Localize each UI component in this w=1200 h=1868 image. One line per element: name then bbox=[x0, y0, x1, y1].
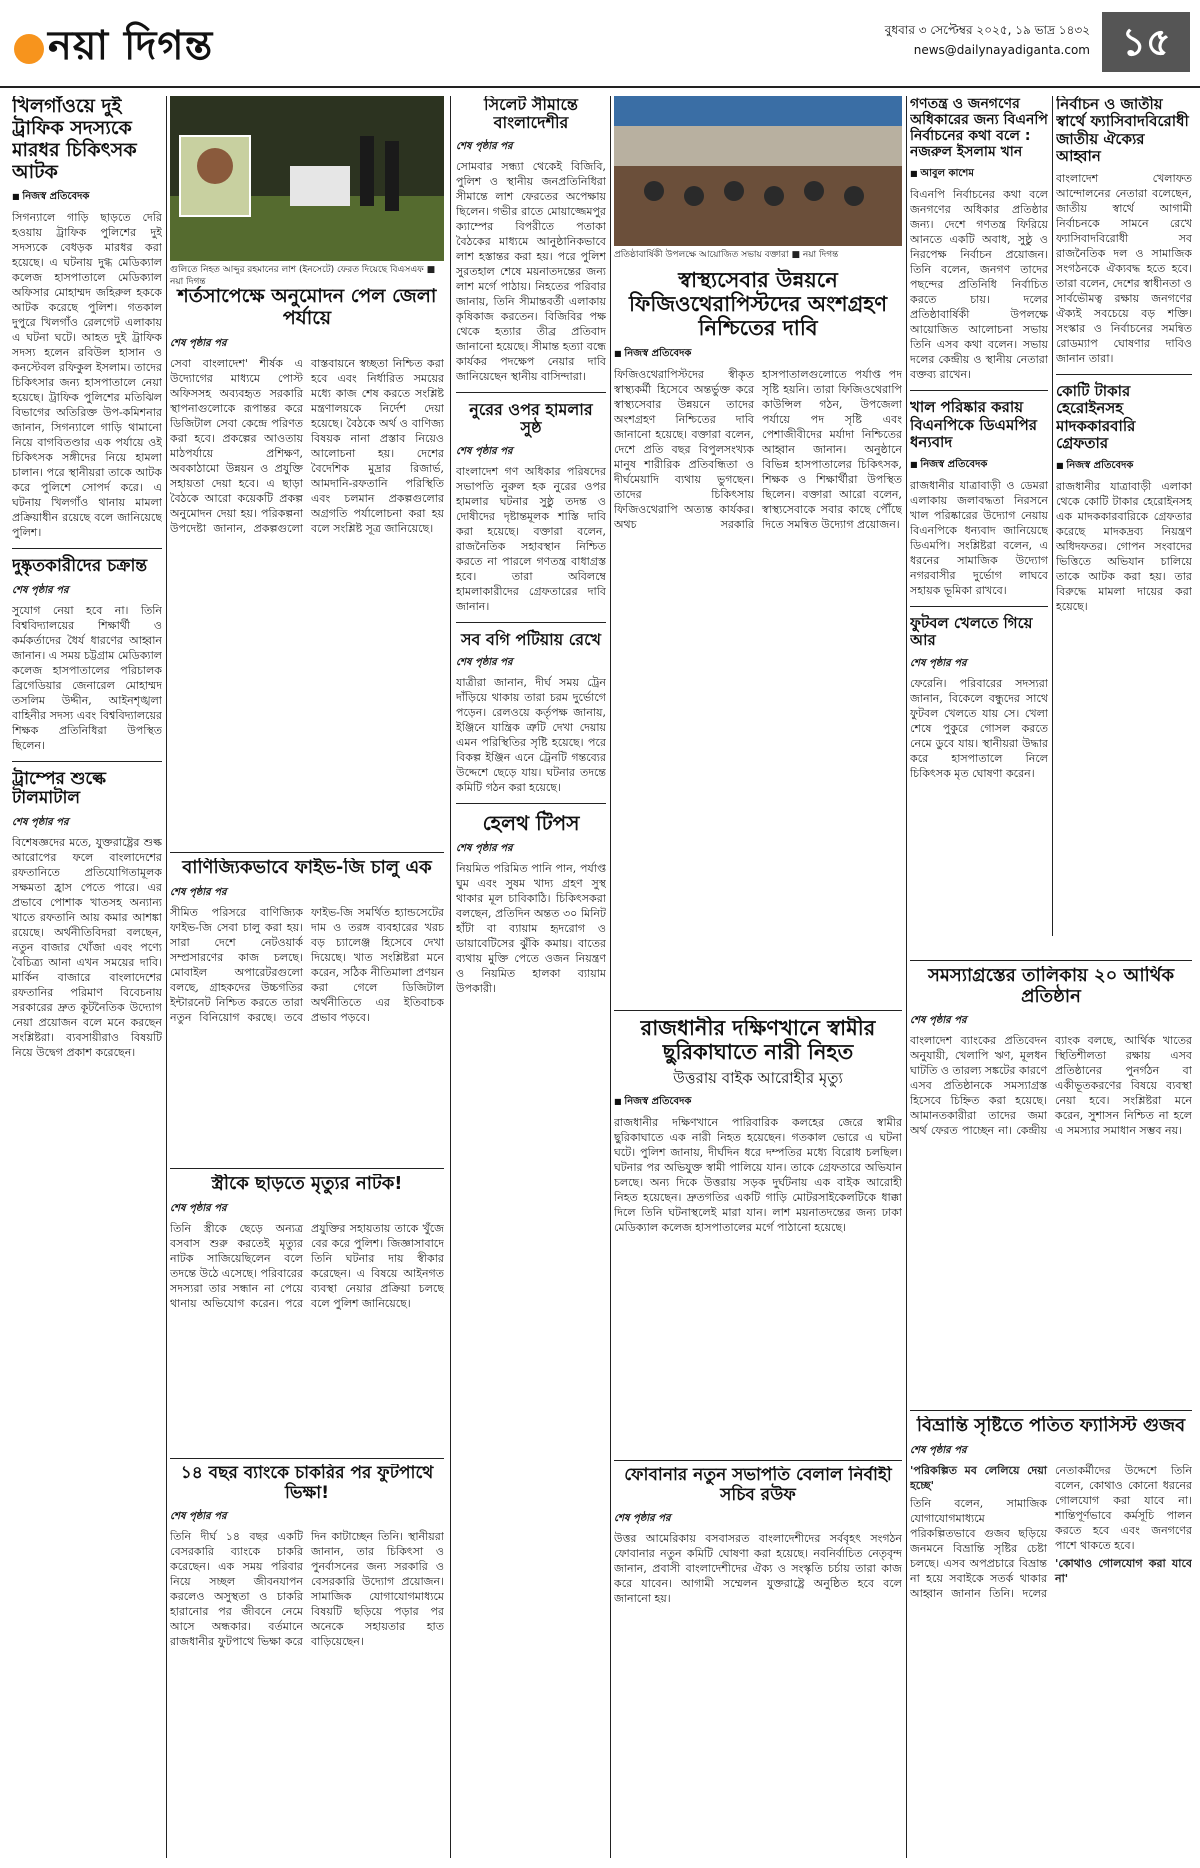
headline[interactable]: নির্বাচন ও জাতীয় স্বার্থে ফ্যাসিবাদবিরোধী জাতীয় ঐক্যের আহ্বান bbox=[1056, 96, 1189, 165]
column-divider bbox=[610, 96, 611, 1858]
row-divider bbox=[614, 1460, 902, 1461]
headline[interactable]: নুরের ওপর হামলার সুষ্ঠ bbox=[469, 399, 593, 438]
column-5 bbox=[910, 96, 1048, 956]
jump-line: শেষ পৃষ্ঠার পর bbox=[910, 1015, 967, 1027]
article-body bbox=[910, 1463, 1192, 1601]
row-divider bbox=[910, 960, 1192, 961]
headline[interactable]: দুষ্কৃতকারীদের চক্রান্ত bbox=[12, 556, 148, 577]
article-body: বিশেষজ্ঞদের মতে, যুক্তরাষ্ট্রের শুল্ক আরোপের ফলে বাংলাদেশের রফতানিতে প্রতিযোগিতামূলক সক্ষমতা হ্রাস পেতে পারে। এর প্রভাবে পোশাক খাতসহ অন্যান্য খাতে রফতানি আয় কমার আশঙ্কা রয়েছে। অর্থনীতিবিদরা বলছেন, নতুন বাজার খোঁজা এবং পণ্যে বৈচিত্র্য আনা এখন সময়ের দাবি। মার্কিন বাজারে বাংলাদেশের রফতানির পরিমাণ বিবেচনায় সরকারের দ্রুত কূটনৈতিক উদ্যোগ নেয়া প্রয়োজন বলে মনে করছেন সংশ্লিষ্টরা। ব্যবসায়ীরাও বিষয়টি নিয়ে উদ্বেগ প্রকাশ করেছেন। bbox=[12, 836, 162, 1060]
byline: ■ নিজস্ব প্রতিবেদক bbox=[12, 189, 162, 206]
article-body: ফেরেনি। পরিবারের সদস্যরা জানান, বিকেলে বন্ধুদের সাথে ফুটবল খেলতে যায় সে। খেলা শেষে পুকুরে গোসল করতে নেমে ডুবে যায়। স্থানীয়রা উদ্ধার করে হাসপাতালে নিলে চিকিৎসক মৃত ঘোষণা করেন। bbox=[910, 676, 1048, 780]
photo-caption: প্রতিষ্ঠাবার্ষিকী উপলক্ষে আয়োজিত সভায় বক্তারা ■ নয়া দিগন্ত bbox=[614, 250, 839, 260]
jump-line: শেষ পৃষ্ঠার পর bbox=[910, 657, 967, 669]
article-body: রাজধানীর যাত্রাবাড়ী ও ডেমরা এলাকায় জলাবদ্ধতা নিরসনে খাল পরিষ্কারের উদ্যোগ নেয়ায় বিএনপিকে ধন্যবাদ জানিয়েছে ডিএমপি। সংশ্লিষ্টরা বলেন, এ ধরনের সামাজিক উদ্যোগ নগরবাসীর দুর্ভোগ লাঘবে সহায়ক ভূমিকা রাখবে। bbox=[910, 479, 1048, 598]
jump-line: শেষ পৃষ্ঠার পর bbox=[614, 1513, 671, 1525]
jump-line: শেষ পৃষ্ঠার পর bbox=[170, 337, 227, 349]
headline[interactable]: সিলেট সীমান্তে বাংলাদেশীর bbox=[484, 96, 578, 133]
headline[interactable]: খাল পরিষ্কার করায় বিএনপিকে ডিএমপির ধন্যবাদ bbox=[910, 398, 1038, 451]
headline[interactable]: খিলগাঁওয়ে দুই ট্রাফিক সদস্যকে মারধর চিকিৎসক আটক bbox=[12, 96, 137, 183]
row-divider bbox=[170, 852, 444, 853]
article-block bbox=[614, 1466, 902, 1858]
headline[interactable]: ১৪ বছর ব্যাংকে চাকরির পর ফুটপাথে ভিক্ষা! bbox=[180, 1464, 434, 1503]
jump-line: শেষ পৃষ্ঠার পর bbox=[456, 140, 513, 152]
article-body: বাংলাদেশ গণ অধিকার পরিষদের সভাপতি নুরুল হক নুরের ওপর হামলার ঘটনার সুষ্ঠু তদন্ত ও দোষীদের দৃষ্টান্তমূলক শাস্তি দাবি করা হয়েছে। বক্তারা বলেন, রাজনৈতিক সহাবস্থান নিশ্চিত করতে না পারলে গণতন্ত্র বাধাগ্রস্ত হবে। তারা অবিলম্বে হামলাকারীদের গ্রেফতারের দাবি জানান। bbox=[456, 464, 606, 613]
article-body: নিয়মিত পরিমিত পানি পান, পর্যাপ্ত ঘুম এবং সুষম খাদ্য গ্রহণ সুস্থ থাকার মূল চাবিকাঠি। চিকিৎসকরা বলছেন, প্রতিদিন অন্তত ৩০ মিনিট হাঁটা বা ব্যায়াম হৃদরোগ ও ডায়াবেটিসের ঝুঁকি কমায়। বাতের ব্যথায় মুক্তি পেতে ওজন নিয়ন্ত্রণ ও নিয়মিত হালকা ব্যায়াম উপকারী। bbox=[456, 861, 606, 995]
column-divider bbox=[1052, 96, 1053, 936]
article-block bbox=[614, 1016, 902, 1456]
contact-email[interactable]: news@dailynayadiganta.com bbox=[913, 43, 1090, 57]
jump-line: শেষ পৃষ্ঠার পর bbox=[170, 886, 227, 898]
byline: ■ নিজস্ব প্রতিবেদক bbox=[910, 457, 1048, 474]
event-photo[interactable] bbox=[614, 96, 902, 246]
headline[interactable]: সব বগি পটিয়ায় রেখে bbox=[460, 629, 602, 649]
article-block bbox=[170, 858, 444, 1158]
jump-line: শেষ পৃষ্ঠার পর bbox=[170, 1511, 227, 1523]
jump-line: শেষ পৃষ্ঠার পর bbox=[12, 584, 69, 596]
byline: ■ আবুল কাশেম bbox=[910, 166, 1048, 183]
jump-line: শেষ পৃষ্ঠার পর bbox=[456, 656, 513, 668]
page-number: ১৫ bbox=[1102, 12, 1190, 72]
row-divider bbox=[910, 1410, 1192, 1411]
column-divider bbox=[166, 96, 167, 1858]
article-block bbox=[910, 966, 1192, 1406]
photo-caption: গুলিতে নিহত আব্দুর রহমানের লাশ (ইনসেটে) ফেরত দিয়েছে বিএসএফ ■ নয়া দিগন্ত bbox=[170, 265, 436, 287]
article-body: বিএনপি নির্বাচনের কথা বলে জনগণের অধিকার প্রতিষ্ঠার জন্য। দেশে গণতন্ত্র ফিরিয়ে আনতে একটি অবাধ, সুষ্ঠু ও নিরপেক্ষ নির্বাচন প্রয়োজন। তিনি বলেন, জনগণ তাদের পছন্দের প্রতিনিধি নির্বাচিত করতে চায়। দলের প্রতিষ্ঠাবার্ষিকী উপলক্ষে আয়োজিত আলোচনা সভায় তিনি এসব কথা বলেন। সভায় দলের কেন্দ্রীয় ও স্থানীয় নেতারা বক্তব্য রাখেন। bbox=[910, 188, 1048, 382]
headline[interactable]: বাণিজ্যিকভাবে ফাইভ-জি চালু এক bbox=[182, 858, 432, 878]
article-body: উত্তর আমেরিকায় বসবাসরত বাংলাদেশীদের সর্ববৃহৎ সংগঠন ফোবানার নতুন কমিটি ঘোষণা করা হয়েছে। নবনির্বাচিত নেতৃবৃন্দ জানান, প্রবাসী বাংলাদেশীদের ঐক্য ও সংস্কৃতি চর্চায় তারা কাজ করে যাবেন। আগামী সম্মেলন যুক্তরাষ্ট্রে অনুষ্ঠিত হবে বলে জানানো হয়। bbox=[614, 1532, 902, 1606]
column-3 bbox=[456, 96, 606, 1858]
article-body: রাজধানীর দক্ষিণখানে পারিবারিক কলহের জেরে স্বামীর ছুরিকাঘাতে এক নারী নিহত হয়েছেন। গতকাল ভোরে এ ঘটনা ঘটে। পুলিশ জানায়, দীর্ঘদিন ধরে দম্পতির মধ্যে বিরোধ চলছিল। ঘটনার পর অভিযুক্ত স্বামী পালিয়ে যান। তাকে গ্রেফতারে অভিযান চলছে। অন্য দিকে উত্তরায় সড়ক দুর্ঘটনায় এক বাইক আরোহী নিহত হয়েছেন। দ্রুতগতির একটি গাড়ি মোটরসাইকেলটিকে ধাক্কা দিলে তিনি ঘটনাস্থলেই মারা যান। লাশ ময়নাতদন্তের জন্য ঢাকা মেডিক্যাল কলেজ হাসপাতালের মর্গে পাঠানো হয়েছে। bbox=[614, 1115, 902, 1234]
article-body: তিনি দীর্ঘ ১৪ বছর একটি বেসরকারি ব্যাংকে চাকরি করেছেন। এক সময় পরিবার নিয়ে সচ্ছল জীবনযাপন করলেও অসুস্থতা ও চাকরি হারানোর পর জীবনে নেমে আসে অন্ধকার। বর্তমানে রাজধানীর ফুটপাথে ভিক্ষা করে দিন কাটাচ্ছেন তিনি। স্থানীয়রা জানান, তার চিকিৎসা ও পুনর্বাসনের জন্য সরকারি ও বেসরকারি উদ্যোগ প্রয়োজন। সামাজিক যোগাযোগমাধ্যমে বিষয়টি ছড়িয়ে পড়ার পর অনেকে সহায়তার হাত বাড়িয়েছেন। bbox=[170, 1530, 444, 1649]
article-body: সিগন্যালে গাড়ি ছাড়তে দেরি হওয়ায় ট্রাফিক পুলিশের দুই সদস্যকে বেধড়ক মারধর করা হয়েছে। এ ঘটনায় দুগ্ধ মেডিক্যাল কলেজ হাসপাতালে মেডিক্যাল অফিসার মোহাম্মদ জহিরুল হককে আটক করেছে পুলিশ। গতকাল দুপুরে খিলগাঁও রেলগেট এলাকায় এ ঘটনা ঘটে। আহত দুই ট্রাফিক সদস্য হলেন রবিউল হাসান ও কনস্টেবল রফিকুল ইসলাম। তাদের চিকিৎসার জন্য হাসপাতালে নেয়া হয়েছে। ট্রাফিক পুলিশের মতিঝিল বিভাগের অতিরিক্ত উপ-কমিশনার জানান, সিগন্যালে গাড়ি থামানো নিয়ে বাগবিতণ্ডার এক পর্যায়ে ওই চিকিৎসক সঙ্গীদের নিয়ে হামলা চালান। পরে স্থানীয়রা তাকে আটক করে পুলিশে সোপর্দ করে। এ ঘটনায় খিলগাঁও থানায় মামলা প্রক্রিয়াধীন রয়েছে বলে জানিয়েছে পুলিশ। bbox=[12, 211, 162, 540]
column-divider bbox=[450, 96, 451, 1858]
logo-text: নয়া দিগন্ত bbox=[48, 22, 214, 69]
column-divider bbox=[906, 96, 907, 1858]
article-body: সুযোগ নেয়া হবে না। তিনি বিশ্ববিদ্যালয়ের শিক্ষার্থী ও কর্মকর্তাদের ধৈর্য ধারণের আহ্বান জানান। এ সময় চট্টগ্রাম মেডিক্যাল কলেজ হাসপাতালের পরিচালক ব্রিগেডিয়ার জেনারেল মোহাম্মদ তসলিম উদ্দীন, আইনশৃঙ্খলা বাহিনীর সদস্য এবং বিশ্ববিদ্যালয়ের শিক্ষক প্রতিনিধিরা উপস্থিত ছিলেন। bbox=[12, 603, 162, 752]
row-divider bbox=[170, 1458, 444, 1459]
article-body: সীমিত পরিসরে বাণিজ্যিক ফাইভ-জি সেবা চালু করা হয়। সারা দেশে নেটওয়ার্ক সম্প্রসারণের কাজ চলছে। মোবাইল অপারেটরগুলো বলছে, গ্রাহকদের উচ্চগতির ইন্টারনেট নিশ্চিত করতে তারা নতুন বিনিয়োগ করছে। তবে ফাইভ-জি সমর্থিত হ্যান্ডসেটের দাম ও তরঙ্গ ব্যবহারের খরচ বড় চ্যালেঞ্জ হিসেবে দেখা দিয়েছে। খাত সংশ্লিষ্টরা মনে করেন, সঠিক নীতিমালা প্রণয়ন করা গেলে ডিজিটাল অর্থনীতিতে এর ইতিবাচক প্রভাব পড়বে। bbox=[170, 905, 444, 1024]
article-body: রাজধানীর যাত্রাবাড়ী এলাকা থেকে কোটি টাকার হেরোইনসহ এক মাদককারবারিকে গ্রেফতার করেছে মাদকদ্রব্য নিয়ন্ত্রণ অধিদফতর। গোপন সংবাদের ভিত্তিতে অভিযান চালিয়ে তাকে আটক করা হয়। তার বিরুদ্ধে মামলা দায়ের করা হয়েছে। bbox=[1056, 480, 1192, 613]
article-text: তিনি বলেন, সামাজিক যোগাযোগমাধ্যমে পরিকল্পিতভাবে গুজব ছড়িয়ে জনমনে বিভ্রান্তি সৃষ্টির চেষ্টা চলছে। এসব অপপ্রচারে বিভ্রান্ত না হয়ে সবাইকে সতর্ক থাকার আহ্বান জানান তিনি। দলের নেতাকর্মীদের উদ্দেশে তিনি বলেন, কোথাও কোনো ধরনের গোলযোগ করা যাবে না। শান্তিপূর্ণভাবে কর্মসূচি পালন করতে হবে এবং জনগণের পাশে থাকতে হবে। bbox=[910, 1463, 1192, 1600]
article-block bbox=[170, 1174, 444, 1454]
article-block bbox=[170, 286, 444, 846]
masthead bbox=[0, 0, 1200, 88]
article-body: বাংলাদেশ খেলাফত আন্দোলনের নেতারা বলেছেন, জাতীয় স্বার্থে আগামী নির্বাচনকে সামনে রেখে ফ্যাসিবাদবিরোধী সব রাজনৈতিক দল ও সামাজিক সংগঠনকে ঐক্যবদ্ধ হতে হবে। তারা বলেন, দেশের স্বাধীনতা ও সার্বভৌমত্ব রক্ষায় জনগণের ঐক্যই সবচেয়ে বড় শক্তি। সংস্কার ও নির্বাচনের সমন্বিত রোডম্যাপ ঘোষণার দাবিও জানান তারা। bbox=[1056, 172, 1192, 365]
headline[interactable]: ট্রাম্পের শুল্কে টালমাটাল bbox=[12, 768, 106, 809]
headline[interactable]: সমস্যাগ্রস্তের তালিকায় ২০ আর্থিক প্রতিষ্ঠান bbox=[927, 966, 1175, 1007]
subhead: 'কোথাও গোলযোগ করা যাবে না' bbox=[1055, 1556, 1192, 1585]
article-body: সেবা বাংলাদেশ' শীর্ষক এ উদ্যোগের মাধ্যমে পোস্ট অফিসসহ অব্যবহৃত সরকারি স্থাপনাগুলোকে রূপান্তর করে ডিজিটাল সেবা কেন্দ্রে পরিণত করা হবে। প্রকল্পের আওতায় মাঠপর্যায়ে প্রশিক্ষণ, অবকাঠামো উন্নয়ন ও প্রযুক্তি সহায়তা দেয়া হবে। এ ছাড়া বৈঠকে আরো কয়েকটি প্রকল্প অনুমোদন দেয়া হয়। পরিকল্পনা উপদেষ্টা জানান, প্রকল্পগুলো বাস্তবায়নে স্বচ্ছতা নিশ্চিত করা হবে এবং নির্ধারিত সময়ের মধ্যে কাজ শেষ করতে সংশ্লিষ্ট মন্ত্রণালয়কে নির্দেশ দেয়া হয়েছে। বৈঠকে অর্থ ও বাণিজ্য বিষয়ক নানা প্রস্তাব নিয়েও আলোচনা হয়। দেশের বৈদেশিক মুদ্রার রিজার্ভ, আমদানি-রফতানি পরিস্থিতি এবং চলমান প্রকল্পগুলোর অগ্রগতি পর্যালোচনা করা হয় বলে সংশ্লিষ্ট সূত্র জানিয়েছে। bbox=[170, 356, 444, 535]
photo-illustration bbox=[614, 96, 902, 246]
headline[interactable]: স্বাস্থ্যসেবার উন্নয়নে ফিজিওথেরাপিস্টদের অংশগ্রহণ নিশ্চিতের দাবি bbox=[628, 268, 888, 341]
headline[interactable]: স্ত্রীকে ছাড়তে মৃত্যুর নাটক! bbox=[211, 1174, 403, 1194]
jump-line: শেষ পৃষ্ঠার পর bbox=[910, 1444, 967, 1456]
row-divider bbox=[614, 1010, 902, 1011]
byline: ■ নিজস্ব প্রতিবেদক bbox=[614, 1094, 902, 1111]
article-body: সোমবার সন্ধ্যা থেকেই বিজিবি, পুলিশ ও স্থানীয় জনপ্রতিনিধিরা সীমান্তে লাশ ফেরতের অপেক্ষায় ছিলেন। গভীর রাতে মোয়াজ্জেমপুর ক্যাম্পের বিপরীতে পতাকা বৈঠকের মাধ্যমে আনুষ্ঠানিকভাবে লাশ হস্তান্তর করা হয়। পরে পুলিশ সুরতহাল শেষে ময়নাতদন্তের জন্য লাশ মর্গে পাঠায়। নিহতের পরিবার জানায়, তিনি সীমান্তবর্তী এলাকায় কৃষিকাজ করতেন। বিজিবির পক্ষ থেকে হত্যার তীব্র প্রতিবাদ জানানো হয়েছে। সীমান্ত হত্যা বন্ধে কার্যকর পদক্ষেপ নেয়ার দাবি জানিয়েছেন স্থানীয় বাসিন্দারা। bbox=[456, 159, 606, 383]
column-6 bbox=[1056, 96, 1192, 936]
article-block bbox=[910, 1416, 1192, 1858]
photo-illustration bbox=[170, 96, 444, 261]
headline[interactable]: ফোবানার নতুন সভাপতি বেলাল নির্বাহী সচিব রউফ bbox=[624, 1466, 892, 1505]
article-block bbox=[170, 1464, 444, 1858]
article-body: যাত্রীরা জানান, দীর্ঘ সময় ট্রেন দাঁড়িয়ে থাকায় তারা চরম দুর্ভোগে পড়েন। রেলওয়ে কর্তৃপক্ষ জানায়, ইঞ্জিনে যান্ত্রিক ত্রুটি দেখা দেয়ায় এমন পরিস্থিতির সৃষ্টি হয়েছে। পরে বিকল্প ইঞ্জিন এনে ট্রেনটি গন্তব্যের উদ্দেশে ছেড়ে যায়। ঘটনার তদন্তে কমিটি গঠন করা হয়েছে। bbox=[456, 675, 606, 794]
headline[interactable]: গণতন্ত্র ও জনগণের অধিকারের জন্য বিএনপি নির্বাচনের কথা বলে : নজরুল ইসলাম খান bbox=[910, 96, 1048, 161]
jump-line: শেষ পৃষ্ঠার পর bbox=[170, 1202, 227, 1214]
headline[interactable]: কোটি টাকার হেরোইনসহ মাদককারবারি গ্রেফতার bbox=[1056, 382, 1136, 452]
byline: ■ নিজস্ব প্রতিবেদক bbox=[614, 346, 902, 363]
subheadline: উত্তরায় বাইক আরোহীর মৃত্যু bbox=[673, 1069, 843, 1088]
sun-logo-icon bbox=[14, 34, 44, 64]
article-body: তিনি স্ত্রীকে ছেড়ে অন্যত্র বসবাস শুরু করতেই মৃত্যুর নাটক সাজিয়েছিলেন বলে তদন্তে উঠে এসেছে। পরিবারের সদস্যরা তার সন্ধান না পেয়ে থানায় অভিযোগ করেন। পরে প্রযুক্তির সহায়তায় তাকে খুঁজে বের করে পুলিশ। জিজ্ঞাসাবাদে তিনি ঘটনার দায় স্বীকার করেছেন। এ বিষয়ে আইনগত ব্যবস্থা নেয়ার প্রক্রিয়া চলছে বলে পুলিশ জানিয়েছে। bbox=[170, 1221, 444, 1310]
headline[interactable]: শর্তসাপেক্ষে অনুমোদন পেল জেলা পর্যায়ে bbox=[177, 286, 437, 329]
headline[interactable]: ফুটবল খেলতে গিয়ে আর bbox=[910, 614, 1033, 650]
article-body: ফিজিওথেরাপিস্টদের স্বীকৃত স্বাস্থ্যকর্মী হিসেবে অন্তর্ভুক্ত করে স্বাস্থ্যসেবার উন্নয়নে তাদের অংশগ্রহণ নিশ্চিতের দাবি জানানো হয়েছে। বক্তারা বলেন, দেশে প্রতি বছর বিপুলসংখ্যক মানুষ শারীরিক প্রতিবন্ধিতা ও দীর্ঘমেয়াদি ব্যথায় ভুগছেন। তাদের চিকিৎসায় ফিজিওথেরাপি অত্যন্ত কার্যকর। অথচ সরকারি হাসপাতালগুলোতে পর্যাপ্ত পদ সৃষ্টি হয়নি। তারা ফিজিওথেরাপি কাউন্সিল গঠন, উপজেলা পর্যায়ে পদ সৃষ্টি এবং পেশাজীবীদের মর্যাদা নিশ্চিতের আহ্বান জানান। অনুষ্ঠানে বিভিন্ন হাসপাতালের চিকিৎসক, শিক্ষক ও শিক্ষার্থীরা উপস্থিত ছিলেন। বক্তারা আরো বলেন, স্বাস্থ্যসেবাকে সবার কাছে পৌঁছে দিতে সমন্বিত উদ্যোগ প্রয়োজন। bbox=[614, 368, 902, 532]
byline: ■ নিজস্ব প্রতিবেদক bbox=[1056, 458, 1192, 475]
jump-line: শেষ পৃষ্ঠার পর bbox=[456, 445, 513, 457]
headline[interactable]: বিভ্রান্তি সৃষ্টিতে পতিত ফ্যাসিস্ট গুজব bbox=[916, 1416, 1186, 1436]
article-body: বাংলাদেশ ব্যাংকের প্রতিবেদন অনুযায়ী, খেলাপি ঋণ, মূলধন ঘাটতি ও তারল্য সঙ্কটের কারণে এসব প্রতিষ্ঠানকে সমস্যাগ্রস্ত হিসেবে চিহ্নিত করা হয়েছে। আমানতকারীরা তাদের জমা অর্থ ফেরত পাচ্ছেন না। কেন্দ্রীয় ব্যাংক বলছে, আর্থিক খাতের স্থিতিশীলতা রক্ষায় এসব প্রতিষ্ঠানের পুনর্গঠন বা একীভূতকরণের বিষয়ে ব্যবস্থা নেয়া হবে। সংশ্লিষ্টরা মনে করেন, সুশাসন নিশ্চিত না হলে এ সমস্যার সমাধান সম্ভব নয়। bbox=[910, 1034, 1192, 1138]
headline[interactable]: হেলথ টিপস bbox=[482, 810, 580, 835]
article-block bbox=[614, 268, 902, 1008]
publication-date: বুধবার ৩ সেপ্টেম্বর ২০২৫, ১৯ ভাদ্র ১৪৩২ bbox=[884, 23, 1090, 37]
jump-line: শেষ পৃষ্ঠার পর bbox=[12, 817, 69, 829]
newspaper-logo[interactable] bbox=[14, 14, 213, 81]
row-divider bbox=[170, 1168, 444, 1169]
subhead: 'পরিকল্পিত মব লেলিয়ে দেয়া হচ্ছে' bbox=[910, 1463, 1047, 1492]
dateline bbox=[885, 20, 1090, 60]
border-photo[interactable] bbox=[170, 96, 444, 261]
column-1 bbox=[12, 96, 162, 1856]
jump-line: শেষ পৃষ্ঠার পর bbox=[456, 842, 513, 854]
headline[interactable]: রাজধানীর দক্ষিণখানে স্বামীর ছুরিকাঘাতে নারী নিহত bbox=[640, 1016, 876, 1065]
